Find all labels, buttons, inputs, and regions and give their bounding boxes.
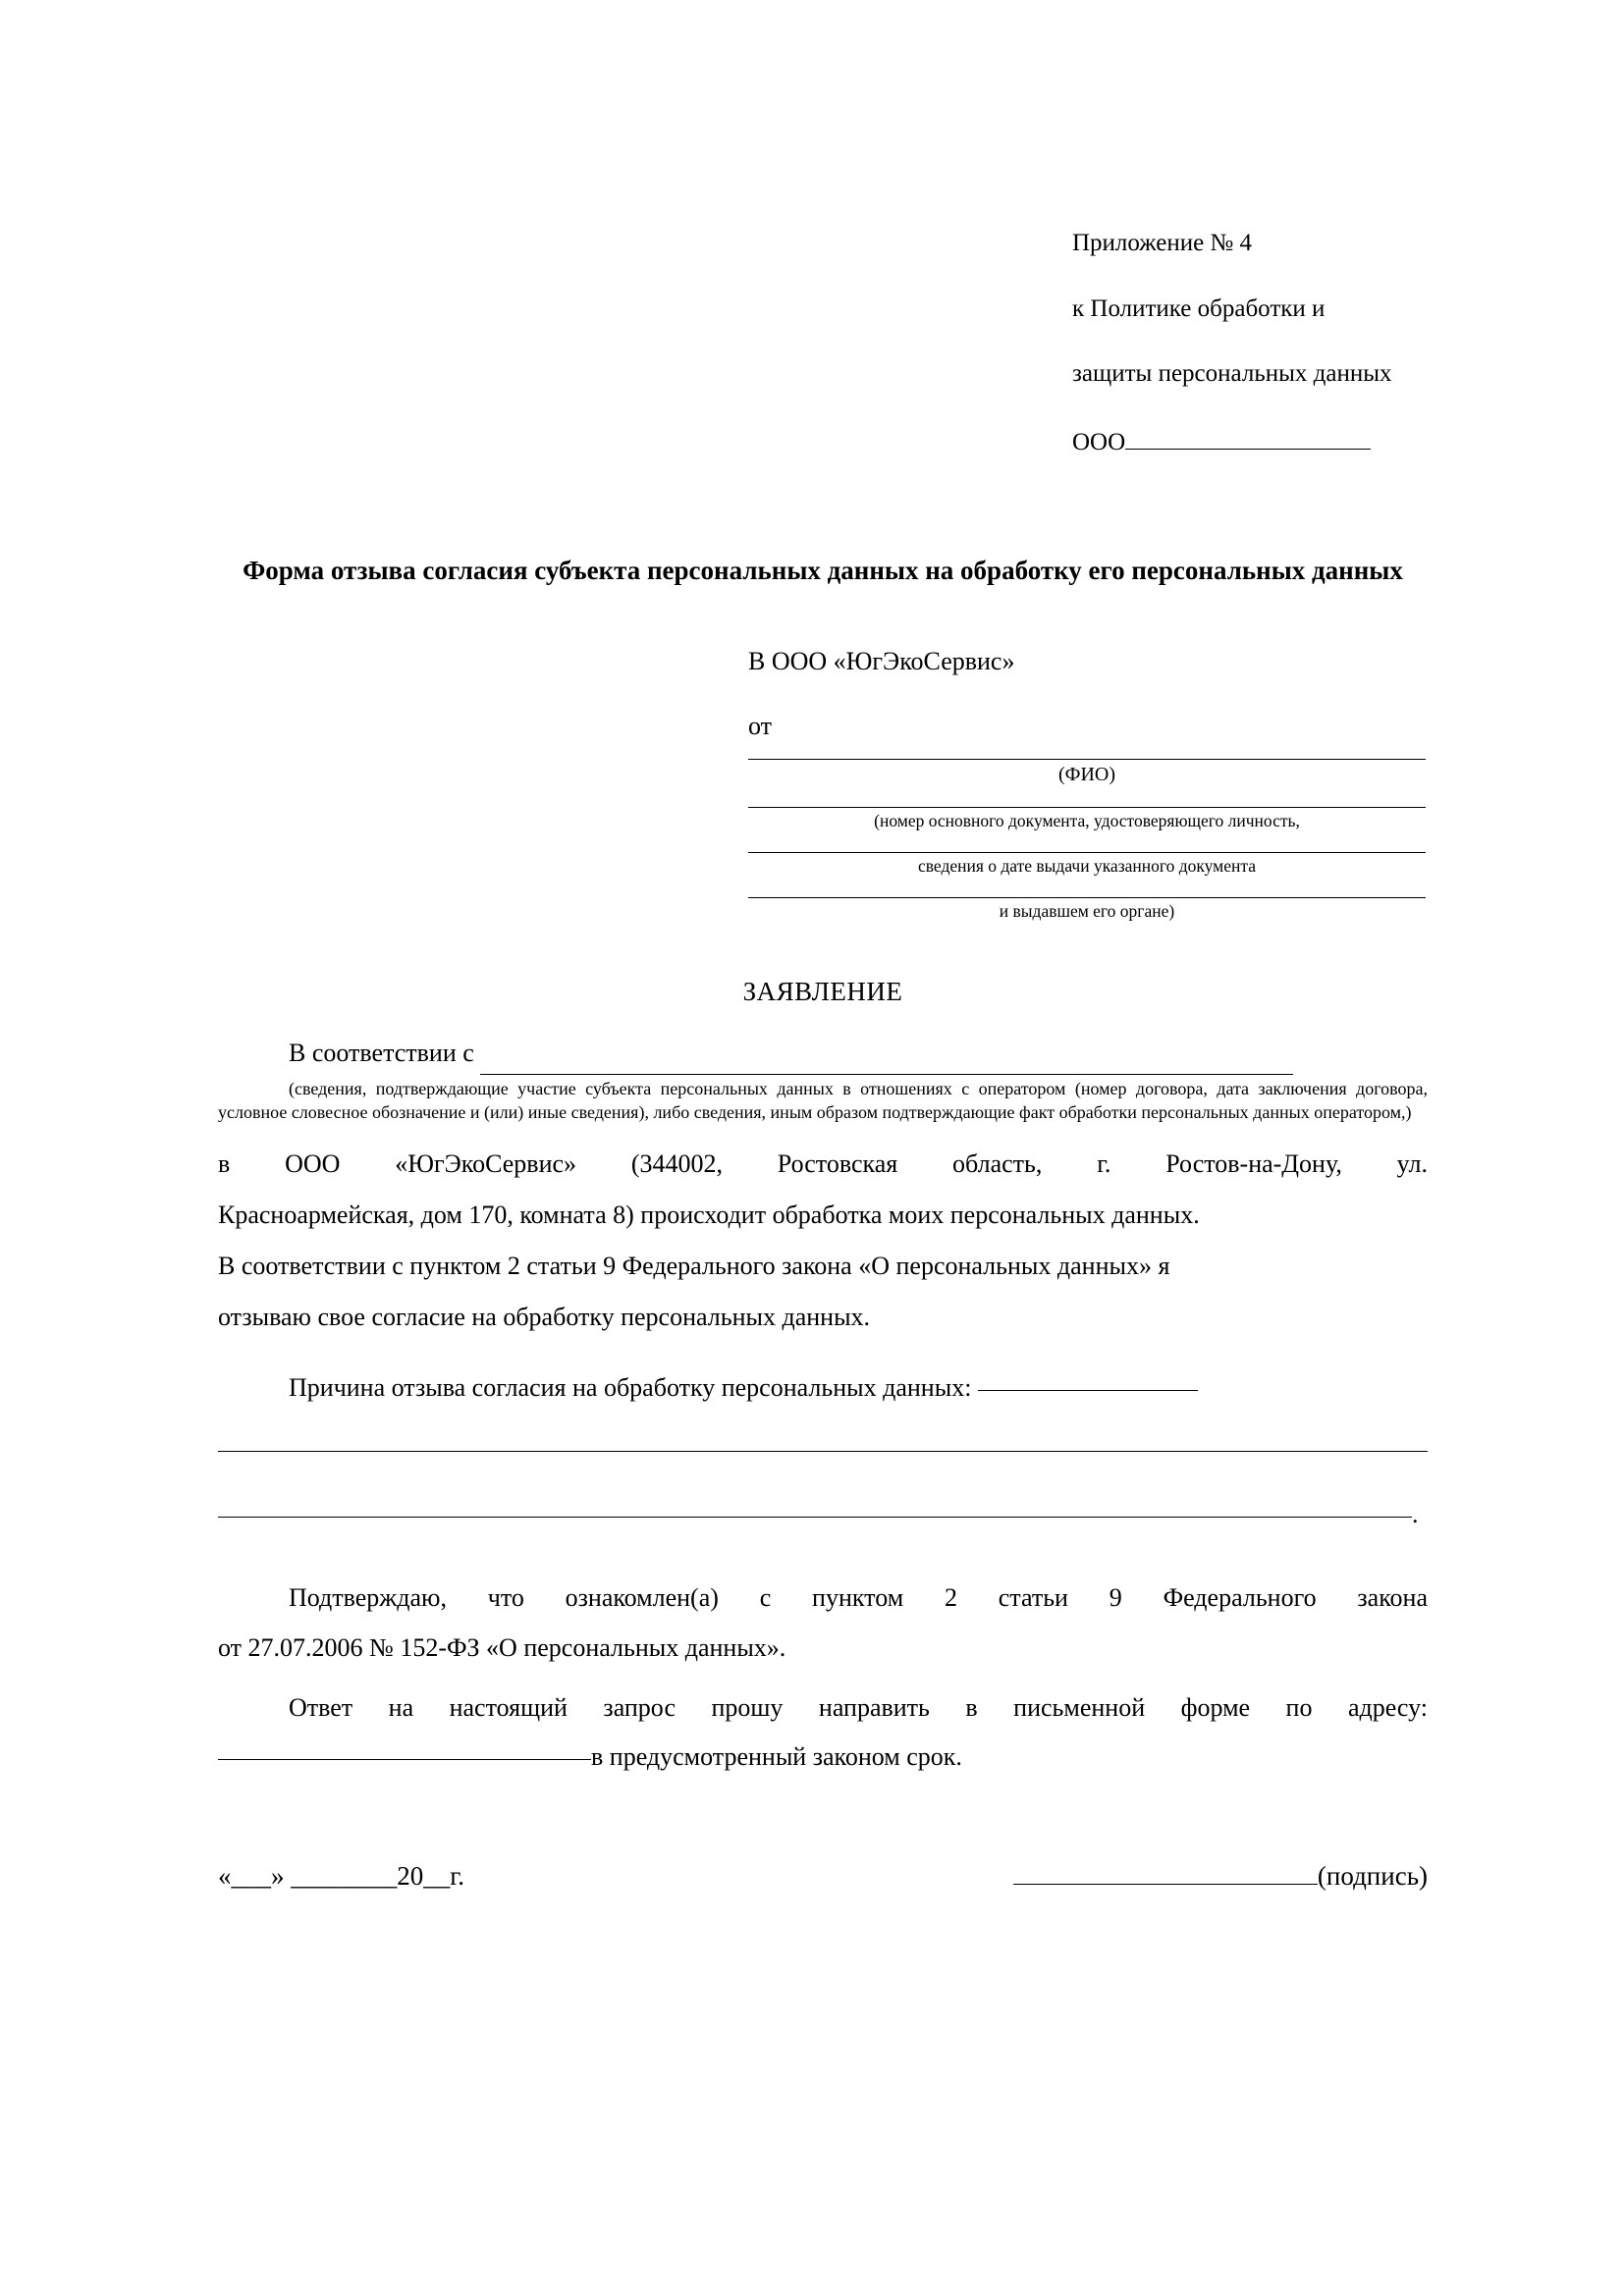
appendix-org-blank <box>1125 423 1371 450</box>
doc-date-blank-line <box>748 852 1426 853</box>
main-paragraph <box>218 1139 1428 1343</box>
document-content <box>218 194 1428 1898</box>
appendix-block <box>1072 194 1428 491</box>
appendix-line-2: к Политике обработки и <box>1072 294 1326 322</box>
main-line-1: в ООО «ЮгЭкоСервис» (344002, Ростовская область, г. Ростов-на-Дону, ул. <box>218 1149 1428 1179</box>
spacer-1 <box>748 786 1426 803</box>
answer-line-2: в предусмотренный законом срок. <box>591 1742 962 1772</box>
reason-end-dot: . <box>1412 1500 1419 1529</box>
fio-caption: (ФИО) <box>1057 764 1115 786</box>
addressee-from: от <box>748 712 773 741</box>
reason-paragraph <box>218 1362 1428 1540</box>
accordance-note <box>218 1077 1428 1126</box>
signature-caption: (подпись) <box>1317 1860 1428 1891</box>
doc-number-caption: (номер основного документа, удостоверяющего личность, <box>874 811 1300 831</box>
appendix-org-prefix: ООО <box>1072 428 1126 455</box>
spacer-3 <box>748 877 1426 893</box>
main-line-4: отзываю свое согласие на обработку персональных данных. <box>218 1303 871 1332</box>
appendix-line-3: защиты персональных данных <box>1072 360 1392 388</box>
signature-date[interactable]: «___» ________20__г. <box>218 1860 465 1891</box>
addressee-block <box>748 647 1426 922</box>
answer-line-1: Ответ на настоящий запрос прошу направить в письменной форме по адресу: <box>289 1692 1428 1722</box>
statement-heading: ЗАЯВЛЕНИЕ <box>742 977 903 1007</box>
reason-label: Причина отзыва согласия на обработку персональных данных: <box>289 1373 972 1403</box>
accordance-blank[interactable] <box>480 1050 1293 1075</box>
confirm-line-2: от 27.07.2006 № 152-ФЗ «О персональных данных». <box>218 1632 786 1662</box>
doc-date-caption: сведения о дате выдачи указанного документа <box>917 856 1256 877</box>
reason-blank-2[interactable] <box>218 1451 1428 1452</box>
signature-field[interactable] <box>1013 1855 1428 1898</box>
accordance-note-text: (сведения, подтверждающие участие субъекта персональных данных в отношениях с оператором (номер договора, дата заключения договора, условное словесное обозначение и (или) иные сведения), либо сведения, иным образом подтверждающие факт обработки персональных данных оператором,) <box>218 1078 1428 1123</box>
answer-line-2-row <box>218 1733 1428 1783</box>
doc-number-blank-line <box>748 807 1426 808</box>
main-line-2: Красноармейская, дом 170, комната 8) происходит обработка моих персональных данных. <box>218 1201 1200 1230</box>
confirm-paragraph <box>218 1574 1428 1673</box>
doc-issuer-blank-line <box>748 897 1426 898</box>
fio-blank-line <box>748 759 1426 760</box>
page-title: Форма отзыва согласия субъекта персональных данных на обработку его персональных данных <box>243 556 1403 586</box>
signature-blank[interactable] <box>1013 1864 1318 1885</box>
accordance-prefix: В соответствии с <box>289 1039 474 1068</box>
reason-blank-3[interactable] <box>218 1517 1412 1518</box>
doc-issuer-field[interactable] <box>748 897 1426 922</box>
signature-row <box>218 1855 1428 1898</box>
confirm-line-1: Подтверждаю, что ознакомлен(а) с пунктом 2 статьи 9 Федерального закона <box>289 1583 1428 1613</box>
answer-paragraph <box>218 1683 1428 1783</box>
fio-field[interactable] <box>748 759 1426 786</box>
addressee-to: В ООО «ЮгЭкоСервис» <box>748 647 1015 676</box>
spacer-2 <box>748 831 1426 848</box>
reason-blank-1[interactable] <box>978 1390 1198 1391</box>
answer-address-blank[interactable] <box>218 1759 591 1760</box>
appendix-org-line <box>1072 423 1428 458</box>
doc-issuer-caption: и выдавшем его органе) <box>999 901 1175 922</box>
document-body <box>218 1033 1428 1897</box>
main-line-3: В соответствии с пунктом 2 статьи 9 Федерального закона «О персональных данных» я <box>218 1252 1170 1281</box>
doc-number-field[interactable] <box>748 807 1426 831</box>
reason-blank-3-row <box>218 1489 1428 1540</box>
accordance-line <box>218 1033 1428 1074</box>
appendix-line-1: Приложение № 4 <box>1072 230 1253 257</box>
doc-date-field[interactable] <box>748 852 1426 877</box>
